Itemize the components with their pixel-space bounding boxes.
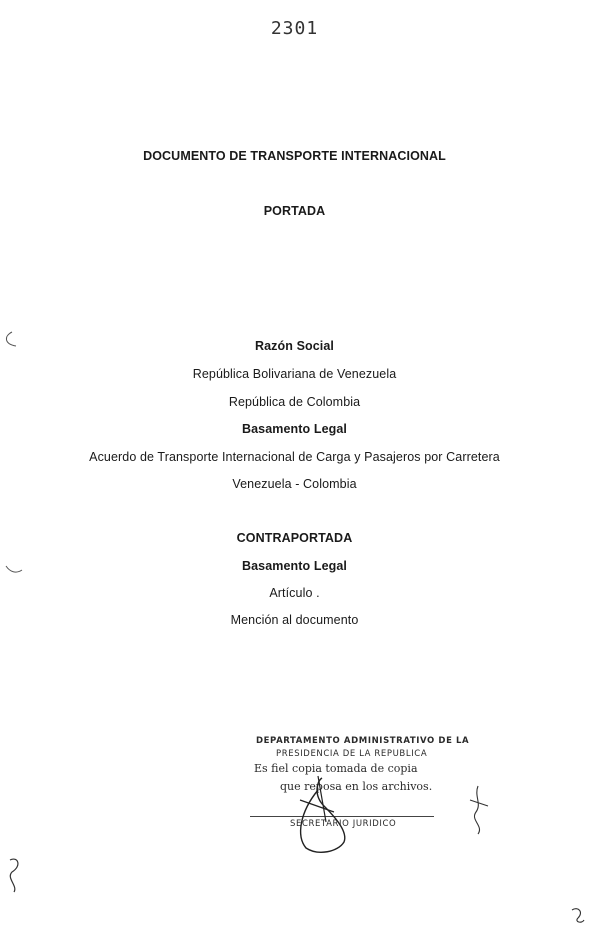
back-line: Mención al documento — [230, 613, 359, 627]
razon-social-line: República Bolivariana de Venezuela — [192, 367, 397, 381]
back-cover-heading: CONTRAPORTADA — [236, 531, 353, 545]
margin-initial-mark — [470, 786, 488, 834]
razon-social-heading: Razón Social — [255, 339, 334, 353]
corner-mark — [572, 909, 584, 922]
basamento-line: Venezuela - Colombia — [232, 477, 357, 491]
stamp-line: que reposa en los archivos. — [280, 780, 433, 793]
document-title: DOCUMENTO DE TRANSPORTE INTERNACIONAL — [143, 149, 446, 163]
page-number: 2301 — [270, 18, 319, 39]
back-line: Artículo . — [269, 586, 320, 600]
stamp-line: DEPARTAMENTO ADMINISTRATIVO DE LA — [256, 736, 470, 746]
margin-mark — [6, 566, 22, 572]
razon-social-line: República de Colombia — [228, 395, 361, 409]
signature-mark — [301, 778, 345, 852]
cover-heading: PORTADA — [263, 204, 326, 218]
stamp-line: Es fiel copia tomada de copia — [254, 762, 418, 775]
margin-mark — [6, 332, 16, 346]
margin-initial-mark — [10, 859, 18, 892]
stamp-line: PRESIDENCIA DE LA REPUBLICA — [276, 749, 428, 759]
stamp-line: SECRETARIO JURIDICO — [290, 819, 397, 829]
basamento-line: Acuerdo de Transporte Internacional de Carga y Pasajeros por Carretera — [89, 450, 500, 464]
back-basamento-heading: Basamento Legal — [241, 559, 347, 573]
basamento-heading: Basamento Legal — [241, 422, 347, 436]
signature-mark — [300, 776, 334, 822]
